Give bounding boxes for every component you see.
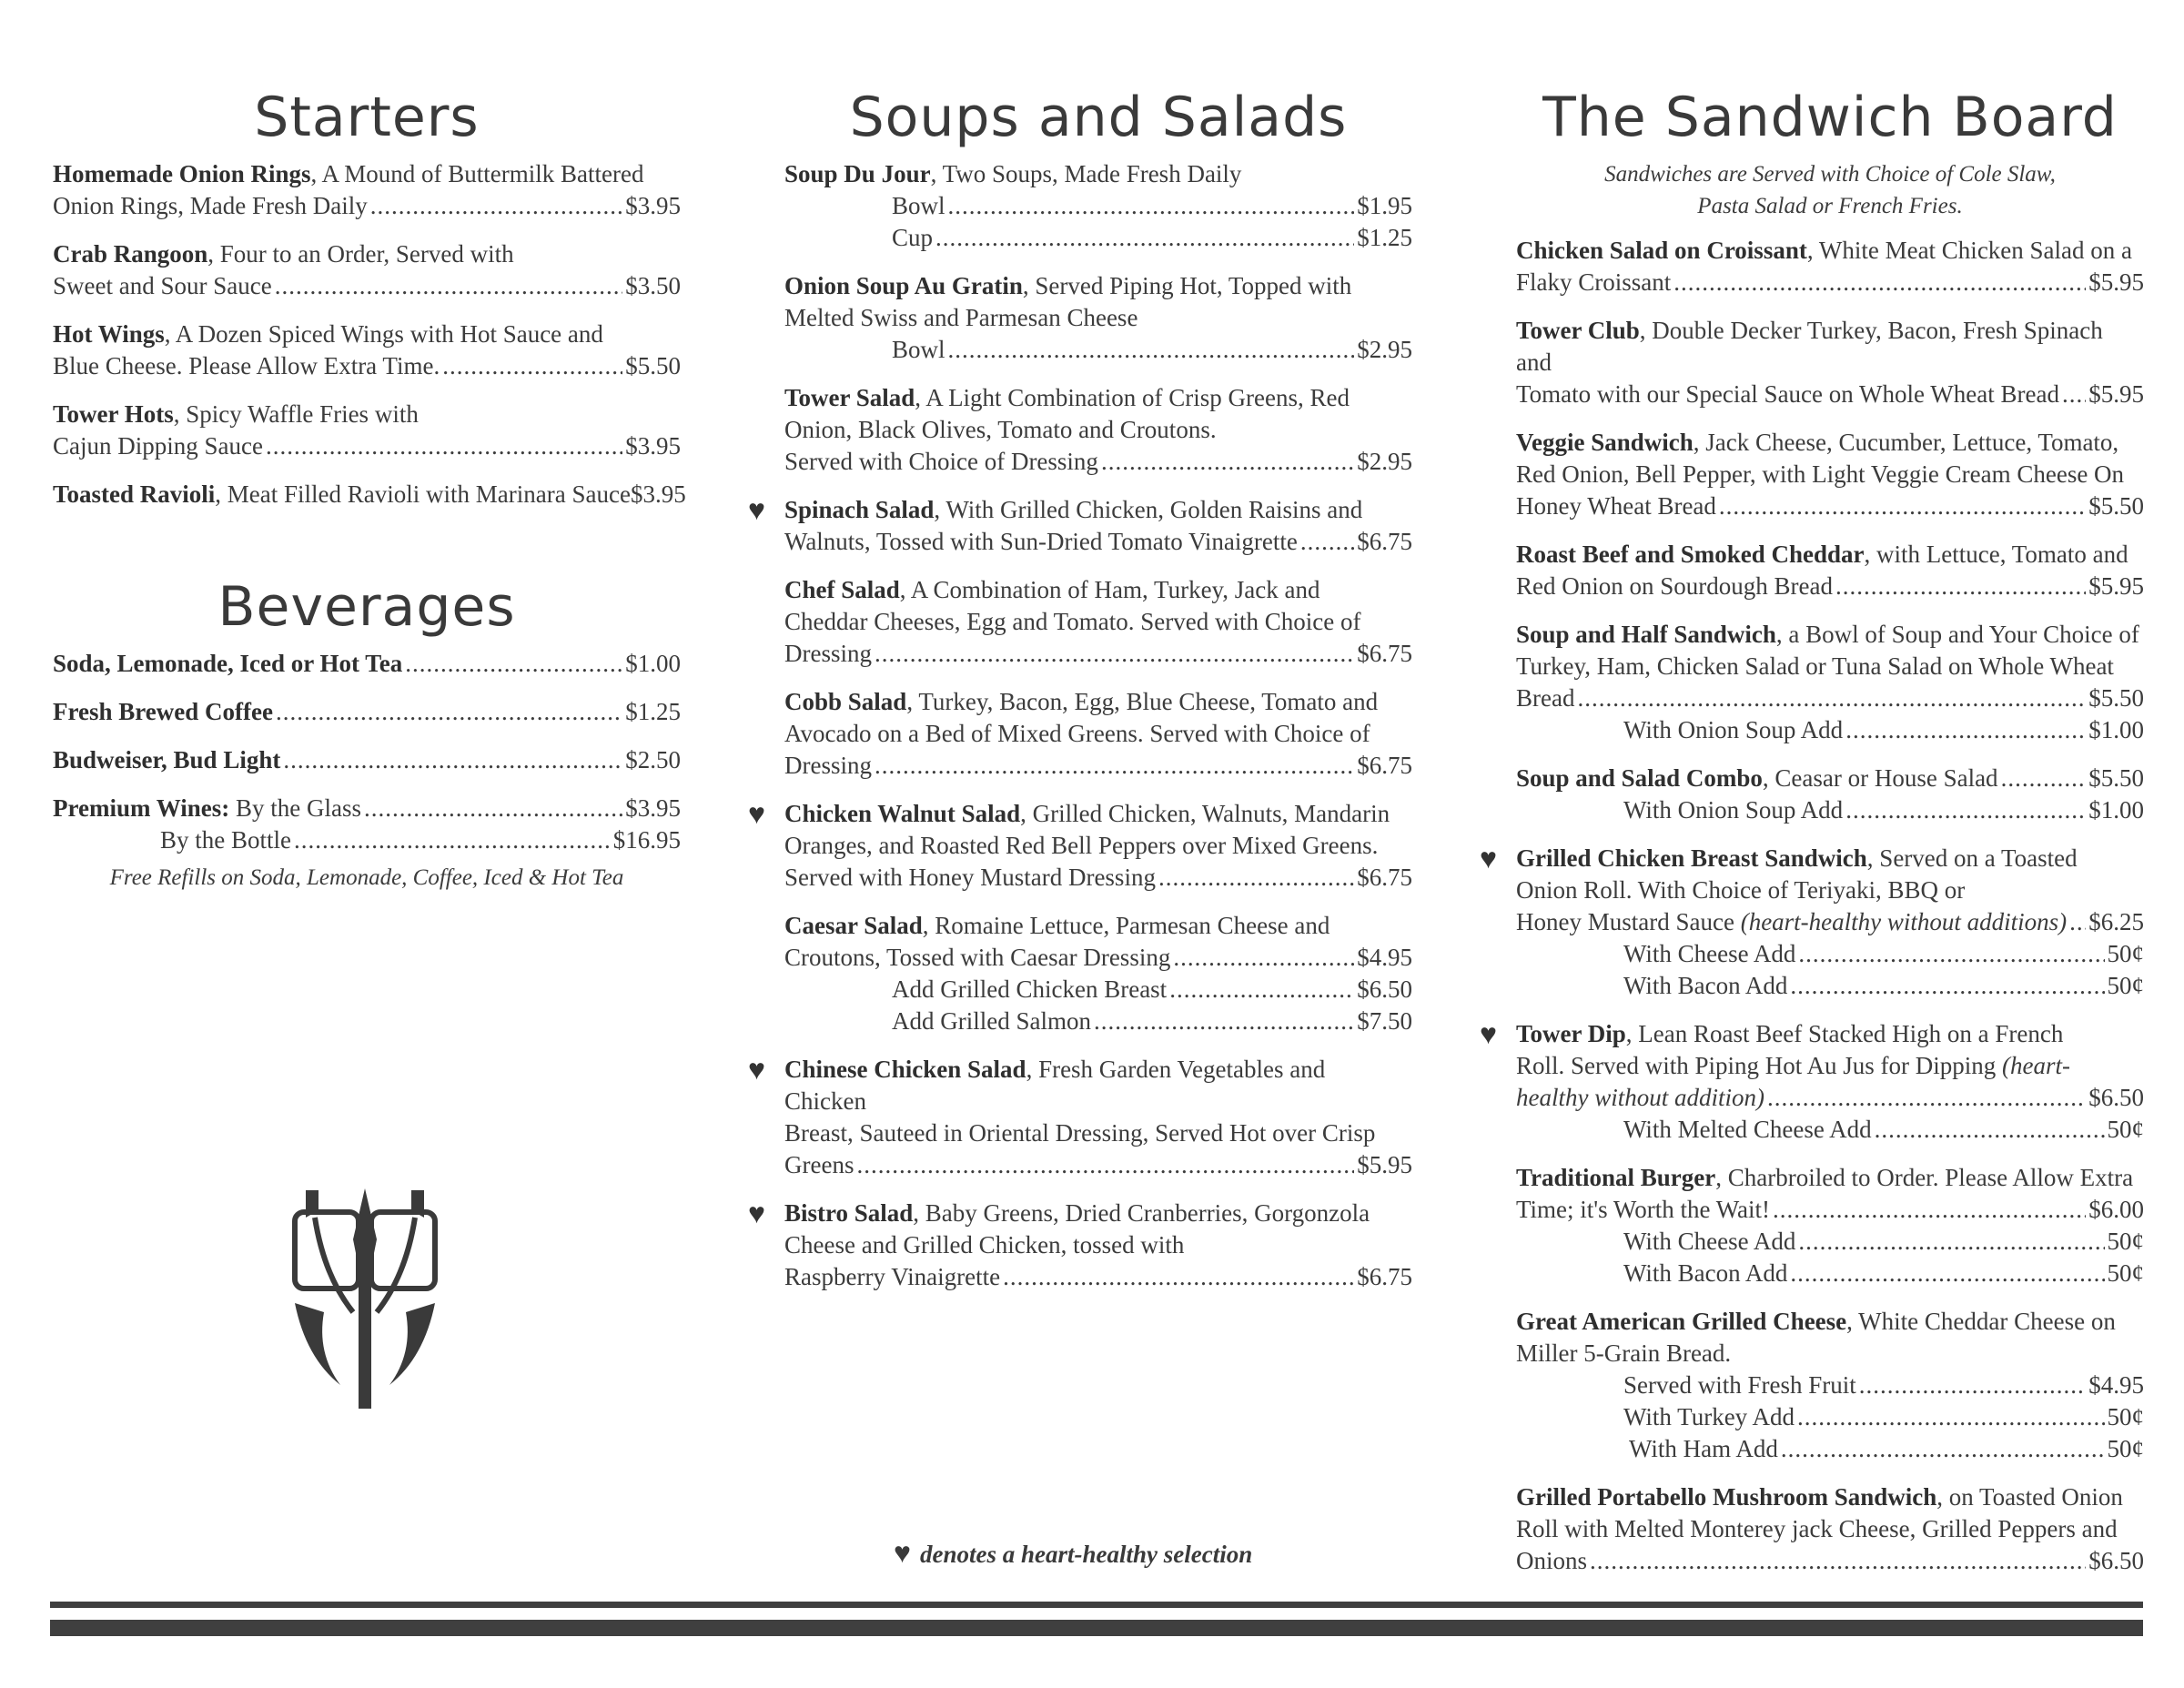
heart-icon: ♥ — [1480, 1017, 1497, 1050]
menu-item: Hot Wings, A Dozen Spiced Wings with Hot Sauce and Blue Cheese. Please Allow Extra Time. ..... $5.50 — [53, 318, 681, 382]
soups-salads-column — [748, 86, 1412, 1309]
price: $6.75 — [1357, 864, 1412, 891]
price: $3.95 — [625, 192, 681, 219]
price: $6.50 — [2088, 1084, 2144, 1111]
price: $5.95 — [2088, 380, 2144, 408]
price: $5.50 — [2088, 764, 2144, 792]
price: 50¢ — [2107, 1116, 2144, 1143]
menu-item: ♥ Grilled Chicken Breast Sandwich, Served on a Toasted Onion Roll. With Choice of Teriyaki, BBQ or Honey Mustard Sauce (heart-healthy without additions) ..... $6.25 With Cheese Add ..... 50¢ With Bacon Add ..... 50¢ — [1516, 843, 2144, 1002]
starters-column — [53, 86, 686, 891]
menu-item: Tower Salad, A Light Combination of Crisp Greens, Red Onion, Black Olives, Tomato and Croutons. Served with Choice of Dressing ..... $2.95 — [784, 382, 1412, 478]
menu-item: Tower Club, Double Decker Turkey, Bacon, Fresh Spinach and Tomato with our Special Sauce on Whole Wheat Bread ..... $5.95 — [1516, 315, 2144, 410]
price: $16.95 — [612, 826, 681, 854]
price: $4.95 — [2088, 1371, 2144, 1399]
price: $6.75 — [1357, 640, 1412, 667]
price: $3.50 — [625, 272, 681, 299]
menu-item: Toasted Ravioli, Meat Filled Ravioli with Marinara Sauce $3.95 — [53, 479, 681, 510]
price: $5.50 — [2088, 492, 2144, 520]
price: $6.25 — [2088, 908, 2144, 935]
soups-title: Soups and Salads — [849, 86, 1348, 149]
menu-item: Roast Beef and Smoked Cheddar, with Lettuce, Tomato and Red Onion on Sourdough Bread ..... $5.95 — [1516, 539, 2144, 602]
price: $2.50 — [625, 746, 681, 773]
menu-item: Fresh Brewed Coffee ..... $1.25 — [53, 696, 681, 728]
price: $1.95 — [1357, 192, 1412, 219]
price: $1.25 — [625, 698, 681, 725]
price: 50¢ — [2107, 1228, 2144, 1255]
menu-item: Soup Du Jour, Two Soups, Made Fresh Daily Bowl ..... $1.95 Cup ..... $1.25 — [784, 158, 1412, 254]
price: 50¢ — [2107, 1403, 2144, 1430]
heart-icon: ♥ — [748, 797, 765, 830]
beverages-title: Beverages — [217, 575, 516, 639]
price: $5.95 — [2088, 268, 2144, 296]
menu-item: Crab Rangoon, Four to an Order, Served with Sweet and Sour Sauce ..... $3.50 — [53, 238, 681, 302]
menu-item: Soup and Half Sandwich, a Bowl of Soup and Your Choice of Turkey, Ham, Chicken Salad or Tuna Salad on Whole Wheat Bread ..... $5.50 With Onion Soup Add ..... $1.00 — [1516, 619, 2144, 746]
heart-icon: ♥ — [748, 1053, 765, 1086]
refills-note: Free Refills on Soda, Lemonade, Coffee, Iced & Hot Tea — [109, 865, 624, 890]
price: 50¢ — [2107, 940, 2144, 967]
price: 50¢ — [2107, 1259, 2144, 1287]
menu-item: ♥ Chicken Walnut Salad, Grilled Chicken, Walnuts, Mandarin Oranges, and Roasted Red Bell Peppers over Mixed Greens. Served with Honey Mustard Dressing ..... $6.75 — [784, 798, 1412, 894]
menu-item: Grilled Portabello Mushroom Sandwich, on Toasted Onion Roll with Melted Monterey jack Cheese, Grilled Peppers and Onions ..... $6.50 — [1516, 1481, 2144, 1577]
sandwich-column — [1480, 86, 2144, 1593]
price: $6.50 — [2088, 1547, 2144, 1574]
menu-item: Veggie Sandwich, Jack Cheese, Cucumber, Lettuce, Tomato, Red Onion, Bell Pepper, with Light Veggie Cream Cheese On Honey Wheat Bread ..... $5.50 — [1516, 427, 2144, 522]
menu-item: Budweiser, Bud Light ..... $2.50 — [53, 744, 681, 776]
menu-item: Soda, Lemonade, Iced or Hot Tea ..... $1.00 — [53, 648, 681, 680]
starters-title: Starters — [254, 86, 480, 149]
sandwich-title: The Sandwich Board — [1542, 86, 2118, 149]
price: $6.75 — [1357, 528, 1412, 555]
price: $5.50 — [2088, 684, 2144, 712]
price: $3.95 — [625, 794, 681, 822]
price: $5.50 — [625, 352, 681, 379]
price: 50¢ — [2107, 972, 2144, 999]
menu-item: Homemade Onion Rings, A Mound of Buttermilk Battered Onion Rings, Made Fresh Daily ..... $3.95 — [53, 158, 681, 222]
menu-item: ♥ Chinese Chicken Salad, Fresh Garden Vegetables and Chicken Breast, Sauteed in Oriental Dressing, Served Hot over Crisp Greens ..... $5.95 — [784, 1054, 1412, 1181]
price: $6.00 — [2088, 1196, 2144, 1223]
menu-item: ♥ Tower Dip, Lean Roast Beef Stacked High on a French Roll. Served with Piping Hot Au Jus for Dipping (heart- healthy without addition) ..... $6.50 With Melted Cheese Add ..... 50¢ — [1516, 1018, 2144, 1146]
sandwich-subtitle: Sandwiches are Served with Choice of Cole Slaw, Pasta Salad or French Fries. — [1604, 162, 2056, 218]
menu-item: Great American Grilled Cheese, White Cheddar Cheese on Miller 5-Grain Bread. Served with Fresh Fruit ..... $4.95 With Turkey Add ..... 50¢ With Ham Add ..... 50¢ — [1516, 1306, 2144, 1465]
heart-icon: ♥ — [748, 493, 765, 526]
menu-item: ♥ Spinach Salad, With Grilled Chicken, Golden Raisins and Walnuts, Tossed with Sun-Dried Tomato Vinaigrette ..... $6.75 — [784, 494, 1412, 558]
price: $2.95 — [1357, 336, 1412, 363]
footer-rule-thin — [50, 1602, 2143, 1608]
price: $1.00 — [625, 650, 681, 677]
menu-item: Chef Salad, A Combination of Ham, Turkey, Jack and Cheddar Cheeses, Egg and Tomato. Served with Choice of Dressing ..... $6.75 — [784, 574, 1412, 670]
price: 50¢ — [2107, 1435, 2144, 1462]
heart-healthy-legend: ♥ denotes a heart-healthy selection — [894, 1536, 1253, 1569]
menu-item: Soup and Salad Combo, Ceasar or House Salad ..... $5.50 With Onion Soup Add ..... $1.00 — [1516, 763, 2144, 826]
price: $6.75 — [1357, 1263, 1412, 1290]
menu-item: Traditional Burger, Charbroiled to Order. Please Allow Extra Time; it's Worth the Wait! ..... $6.00 With Cheese Add ..... 50¢ With Bacon Add ..... 50¢ — [1516, 1162, 2144, 1289]
heart-icon: ♥ — [1480, 842, 1497, 874]
price: $1.00 — [2088, 796, 2144, 824]
price: $3.95 — [625, 432, 681, 460]
heart-icon: ♥ — [894, 1536, 911, 1569]
price: $4.95 — [1357, 944, 1412, 971]
price: $6.75 — [1357, 752, 1412, 779]
menu-item: ♥ Bistro Salad, Baby Greens, Dried Cranberries, Gorgonzola Cheese and Grilled Chicken, tossed with Raspberry Vinaigrette ..... $6.75 — [784, 1198, 1412, 1293]
tower-trident-logo — [288, 1185, 442, 1410]
menu-item: Cobb Salad, Turkey, Bacon, Egg, Blue Cheese, Tomato and Avocado on a Bed of Mixed Greens. Served with Choice of Dressing ..... $6.75 — [784, 686, 1412, 782]
footer-rule-thick — [50, 1620, 2143, 1636]
price: $1.00 — [2088, 716, 2144, 743]
menu-item: Chicken Salad on Croissant, White Meat Chicken Salad on a Flaky Croissant ..... $5.95 — [1516, 235, 2144, 298]
menu-item: Onion Soup Au Gratin, Served Piping Hot, Topped with Melted Swiss and Parmesan Cheese Bowl ..... $2.95 — [784, 270, 1412, 366]
menu-item: Caesar Salad, Romaine Lettuce, Parmesan Cheese and Croutons, Tossed with Caesar Dressing ..... $4.95 Add Grilled Chicken Breast ..... $6.50 Add Grilled Salmon ..... $7.50 — [784, 910, 1412, 1037]
price: $5.95 — [2088, 572, 2144, 600]
heart-icon: ♥ — [748, 1197, 765, 1229]
price: $3.95 — [630, 480, 686, 508]
menu-item: Tower Hots, Spicy Waffle Fries with Cajun Dipping Sauce ..... $3.95 — [53, 399, 681, 462]
menu-item: Premium Wines: By the Glass ..... $3.95 By the Bottle ..... $16.95 — [53, 793, 681, 856]
price: $1.25 — [1357, 224, 1412, 251]
price: $6.50 — [1357, 975, 1412, 1003]
price: $7.50 — [1357, 1007, 1412, 1035]
price: $5.95 — [1357, 1151, 1412, 1178]
price: $2.95 — [1357, 448, 1412, 475]
